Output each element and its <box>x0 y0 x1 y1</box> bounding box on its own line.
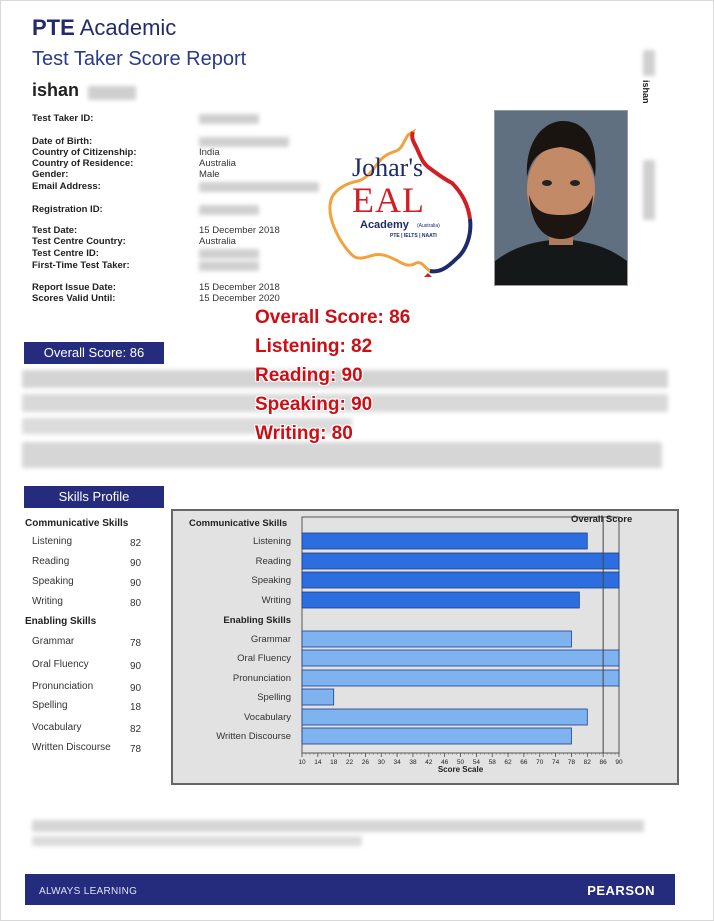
detail-label: Test Centre Country: <box>32 236 126 247</box>
score-bar <box>302 631 571 647</box>
x-tick-label: 18 <box>330 759 338 766</box>
skill-name: Oral Fluency <box>32 659 89 670</box>
x-tick-label: 46 <box>441 759 449 766</box>
bar-label: Reading <box>255 556 291 567</box>
score-bar <box>302 533 587 549</box>
detail-label: Date of Birth: <box>32 136 93 147</box>
taker-name: ishan <box>32 80 80 100</box>
detail-label: Country of Residence: <box>32 158 134 169</box>
x-tick-label: 86 <box>599 759 607 766</box>
skill-name: Pronunciation <box>32 681 94 692</box>
test-taker-photo <box>494 110 628 286</box>
detail-value: India <box>199 147 220 158</box>
skill-score: 78 <box>130 744 142 755</box>
logo-word-top: Johar's <box>352 153 424 182</box>
overall-score-label: Overall Score <box>571 514 633 525</box>
skill-score: 90 <box>130 661 142 672</box>
skill-name: Speaking <box>32 576 74 587</box>
skills-profile-title: Skills Profile <box>24 486 164 508</box>
x-tick-label: 10 <box>298 759 306 766</box>
x-tick-label: 38 <box>409 759 417 766</box>
redacted-value <box>199 182 319 192</box>
redacted-value <box>199 137 289 147</box>
overlay-score-line: Listening: 82 <box>255 336 373 357</box>
overlay-score-line: Speaking: 90 <box>255 394 373 415</box>
footer-bar <box>25 874 675 905</box>
overlay-score-line: Writing: 80 <box>255 423 353 444</box>
person-photo-icon <box>495 111 627 285</box>
x-tick-label: 22 <box>345 759 354 766</box>
bar-label: Speaking <box>251 575 291 586</box>
skill-score: 80 <box>130 598 142 609</box>
bar-label: Writing <box>261 595 291 606</box>
x-tick-label: 14 <box>314 759 322 766</box>
overlay-score-line: Overall Score: 86 <box>255 307 411 328</box>
redacted-value <box>199 114 259 124</box>
communicative-heading: Communicative Skills <box>25 518 129 529</box>
x-tick-label: 78 <box>567 759 576 766</box>
skill-score: 90 <box>130 578 142 589</box>
bar-label: Vocabulary <box>243 712 291 723</box>
x-tick-label: 90 <box>615 759 623 766</box>
bar-label: Oral Fluency <box>237 653 291 664</box>
skill-name: Vocabulary <box>32 722 82 733</box>
redacted-footer-note <box>32 820 644 832</box>
skill-score: 78 <box>130 638 142 649</box>
skill-name: Writing <box>32 596 63 607</box>
skill-score: 90 <box>130 683 142 694</box>
logo-country: (Australia) <box>417 223 440 229</box>
x-tick-label: 50 <box>456 759 465 766</box>
detail-label: Test Centre ID: <box>32 248 99 259</box>
academy-logo <box>318 127 484 277</box>
score-bar <box>302 592 579 608</box>
redacted-value <box>199 261 259 271</box>
detail-value: 15 December 2018 <box>199 282 280 293</box>
skills-bar-chart <box>173 511 677 783</box>
side-redacted <box>643 50 655 76</box>
detail-label: Scores Valid Until: <box>32 293 116 304</box>
skills-chart-frame <box>171 509 679 785</box>
bar-label: Written Discourse <box>216 731 291 742</box>
detail-label: Country of Citizenship: <box>32 147 137 158</box>
overall-score-box: Overall Score: 86 <box>24 342 164 364</box>
detail-value: 15 December 2020 <box>199 293 280 304</box>
detail-label: Gender: <box>32 169 69 180</box>
chart-group-label: Communicative Skills <box>189 518 288 529</box>
bar-label: Spelling <box>257 692 291 703</box>
logo-tagline: PTE | IELTS | NAATI <box>390 233 437 239</box>
skill-name: Reading <box>32 556 70 567</box>
skill-score: 90 <box>130 558 142 569</box>
redacted-surname <box>88 86 136 100</box>
x-tick-label: 74 <box>551 759 560 766</box>
x-tick-label: 26 <box>361 759 370 766</box>
x-tick-label: 42 <box>425 759 433 766</box>
x-tick-label: 58 <box>488 759 496 766</box>
logo-academy: Academy <box>360 219 409 231</box>
x-tick-label: 30 <box>377 759 385 766</box>
detail-value: Australia <box>199 158 236 169</box>
detail-label: Email Address: <box>32 181 101 192</box>
score-bar <box>302 553 619 569</box>
skill-score: 82 <box>130 724 142 735</box>
footer-brand: PEARSON <box>587 883 655 898</box>
overlay-score-line: Reading: 90 <box>255 365 363 386</box>
x-tick-label: 34 <box>393 759 401 766</box>
score-bar <box>302 572 619 588</box>
detail-value: 15 December 2018 <box>199 225 280 236</box>
footer-tagline: ALWAYS LEARNING <box>39 886 138 897</box>
x-axis-label: Score Scale <box>437 765 484 774</box>
x-tick-label: 62 <box>504 759 512 766</box>
brand-title: PTE Academic <box>32 15 177 40</box>
score-bar <box>302 689 334 705</box>
score-bar <box>302 650 619 666</box>
score-bar <box>302 670 619 686</box>
score-bar <box>302 709 587 725</box>
side-name: ishan <box>641 80 651 104</box>
detail-label: Registration ID: <box>32 204 103 215</box>
redacted-value <box>199 205 259 215</box>
bar-label: Listening <box>252 536 291 547</box>
skill-name: Written Discourse <box>32 742 111 753</box>
detail-label: Test Date: <box>32 225 78 236</box>
detail-label: Report Issue Date: <box>32 282 116 293</box>
bar-label: Grammar <box>250 634 291 645</box>
report-title: Test Taker Score Report <box>32 48 247 70</box>
bar-label: Pronunciation <box>232 673 291 684</box>
x-tick-label: 54 <box>472 759 480 766</box>
score-bar <box>302 728 571 744</box>
detail-value: Australia <box>199 236 236 247</box>
skill-score: 18 <box>130 702 142 713</box>
detail-label: First-Time Test Taker: <box>32 260 130 271</box>
x-tick-label: 70 <box>536 759 544 766</box>
skill-name: Grammar <box>32 636 75 647</box>
redacted-paragraph <box>22 442 662 468</box>
x-tick-label: 66 <box>520 759 528 766</box>
skill-name: Spelling <box>32 700 68 711</box>
skill-name: Listening <box>32 536 73 547</box>
chart-group-label: Enabling Skills <box>223 615 291 626</box>
redacted-value <box>199 249 259 259</box>
side-redacted <box>643 160 655 220</box>
detail-label: Test Taker ID: <box>32 113 94 124</box>
logo-word-big: EAL <box>352 180 425 220</box>
detail-value: Male <box>199 169 220 180</box>
redacted-footer-note <box>32 836 362 846</box>
skill-score: 82 <box>130 538 142 549</box>
x-tick-label: 82 <box>583 759 591 766</box>
enabling-heading: Enabling Skills <box>25 616 97 627</box>
